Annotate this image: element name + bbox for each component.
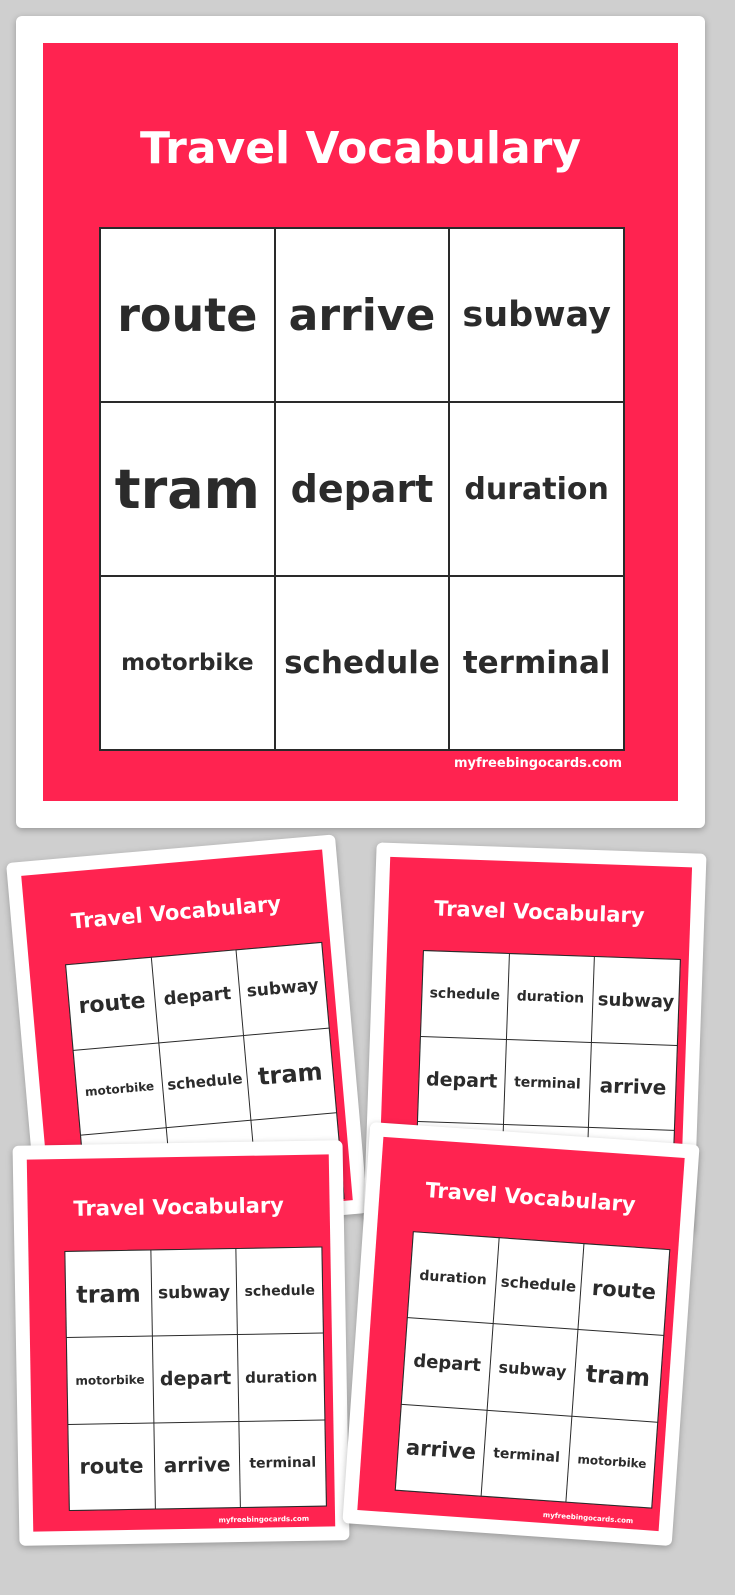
preview-bingo-card [342, 1122, 699, 1546]
bingo-cell: tram [573, 1330, 663, 1421]
bingo-cell: tram [101, 403, 274, 575]
bingo-cell: motorbike [74, 1043, 166, 1135]
card-title: Travel Vocabulary [70, 891, 282, 934]
bingo-cell: motorbike [101, 577, 274, 749]
bingo-cell: motorbike [67, 1337, 153, 1424]
bingo-cell: duration [238, 1334, 324, 1421]
bingo-cell: depart [276, 403, 449, 575]
bingo-cell: tram [65, 1251, 151, 1338]
bingo-cell: subway [237, 943, 329, 1035]
bingo-cell: terminal [450, 577, 623, 749]
bingo-cell: terminal [240, 1420, 326, 1507]
bingo-grid [99, 227, 625, 751]
bingo-cell: arrive [589, 1043, 677, 1131]
site-watermark: myfreebingocards.com [542, 1510, 634, 1526]
bingo-cell: tram [244, 1028, 336, 1120]
main-bingo-card [16, 16, 705, 828]
bingo-cell: arrive [154, 1422, 240, 1509]
bingo-cell: terminal [481, 1410, 571, 1501]
bingo-grid [64, 1247, 326, 1511]
bingo-cell: arrive [276, 229, 449, 401]
bingo-cell: schedule [493, 1238, 583, 1329]
bingo-cell: route [579, 1244, 669, 1335]
site-watermark: myfreebingocards.com [453, 756, 622, 771]
bingo-cell: depart [418, 1037, 506, 1125]
bingo-cell: schedule [159, 1036, 251, 1128]
bingo-cell: duration [450, 403, 623, 575]
bingo-cell: depart [153, 1335, 239, 1422]
bingo-cell: route [66, 958, 158, 1050]
card-panel [357, 1137, 684, 1531]
bingo-cell: terminal [504, 1040, 592, 1128]
bingo-cell: subway [151, 1249, 237, 1336]
bingo-cell: subway [592, 957, 680, 1045]
bingo-cell: subway [487, 1324, 577, 1415]
bingo-cell: motorbike [567, 1416, 657, 1507]
bingo-cell: depart [152, 950, 244, 1042]
bingo-grid [395, 1231, 671, 1508]
bingo-cell: arrive [396, 1405, 486, 1496]
card-title: Travel Vocabulary [433, 896, 646, 928]
bingo-cell: duration [408, 1232, 498, 1323]
bingo-cell: depart [402, 1318, 492, 1409]
bingo-cell: schedule [276, 577, 449, 749]
bingo-cell: schedule [237, 1248, 323, 1335]
preview-bingo-card [13, 1140, 350, 1546]
card-title: Travel Vocabulary [139, 123, 582, 174]
bingo-cell: duration [507, 954, 595, 1042]
card-title: Travel Vocabulary [73, 1193, 285, 1221]
bingo-cell: schedule [421, 951, 509, 1039]
card-title: Travel Vocabulary [424, 1178, 637, 1217]
bingo-cell: route [101, 229, 274, 401]
bingo-cell: subway [450, 229, 623, 401]
site-watermark: myfreebingocards.com [218, 1514, 310, 1525]
card-panel [43, 43, 678, 801]
bingo-cell: route [68, 1423, 154, 1510]
card-panel [27, 1154, 335, 1531]
